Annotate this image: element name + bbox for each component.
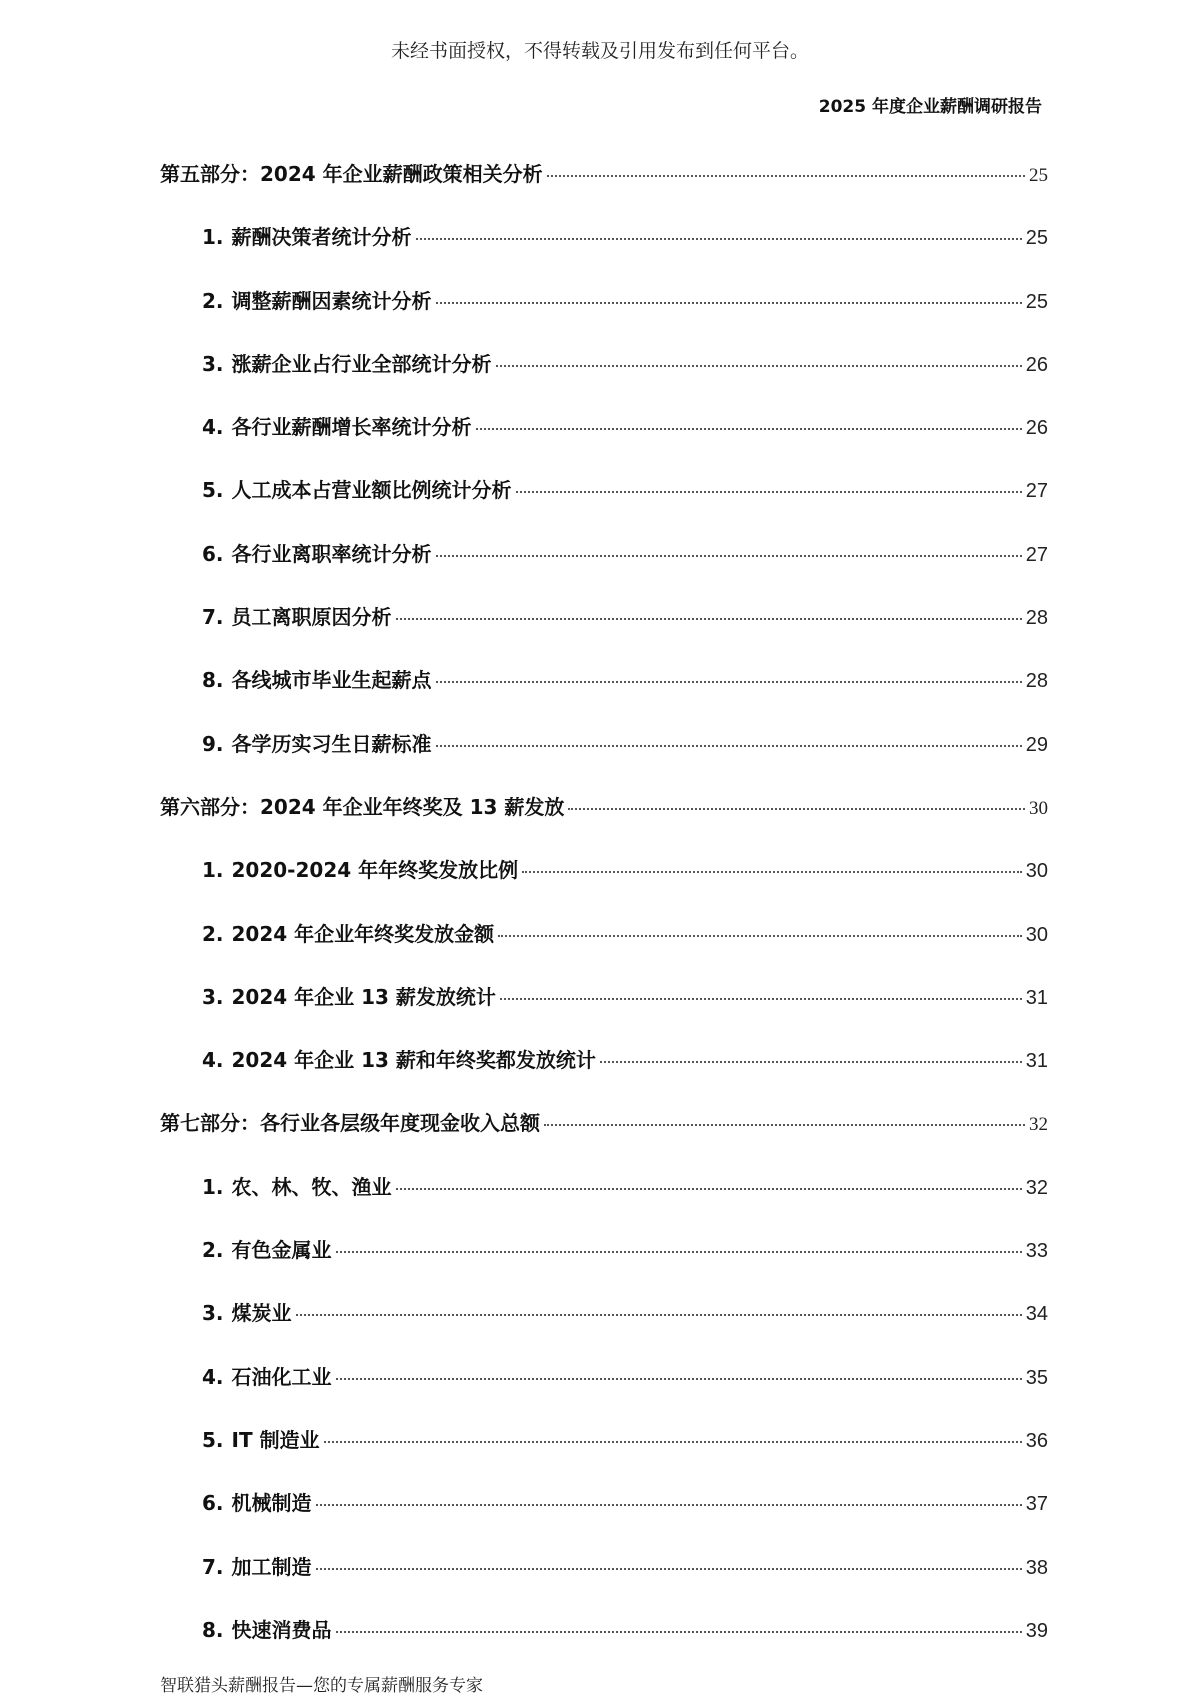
toc-dot-leader — [336, 1631, 1022, 1633]
toc-page-number: 34 — [1025, 1303, 1048, 1326]
toc-entry-title — [160, 158, 543, 187]
toc-item-entry[interactable] — [160, 918, 1048, 981]
toc-entry-title-text: 机械制造 — [231, 1491, 312, 1516]
toc-dot-leader — [522, 871, 1022, 873]
toc-entry-title — [160, 664, 432, 693]
toc-entry-title-text: 人工成本占营业额比例统计分析 — [231, 478, 512, 503]
toc-page-number: 26 — [1025, 417, 1048, 440]
toc-entry-number: 4. — [202, 1364, 224, 1389]
toc-item-entry[interactable] — [160, 1044, 1048, 1107]
table-of-contents — [160, 158, 1048, 1677]
toc-entry-number: 4. — [202, 1048, 224, 1073]
toc-page-number: 25 — [1025, 227, 1048, 250]
toc-dot-leader — [544, 1124, 1025, 1126]
toc-entry-title — [160, 285, 432, 314]
toc-item-entry[interactable] — [160, 1297, 1048, 1360]
toc-page-number: 37 — [1025, 1493, 1048, 1516]
page-footer: 智联猎头薪酬报告—您的专属薪酬服务专家 — [160, 1676, 483, 1696]
toc-dot-leader — [436, 681, 1022, 683]
toc-entry-title — [160, 1551, 312, 1580]
toc-page-number: 39 — [1025, 1619, 1048, 1642]
toc-entry-title-text: 各行业薪酬增长率统计分析 — [231, 415, 472, 440]
copyright-notice: 未经书面授权，不得转载及引用发布到任何平台。 — [390, 40, 809, 62]
toc-dot-leader — [436, 745, 1022, 747]
toc-entry-title-text: 快速消费品 — [231, 1617, 332, 1642]
toc-page-number: 30 — [1025, 860, 1048, 883]
toc-dot-leader — [498, 935, 1022, 937]
toc-entry-title-text: 农、林、牧、渔业 — [231, 1174, 392, 1199]
toc-dot-leader — [396, 618, 1022, 620]
toc-entry-title — [160, 1044, 596, 1073]
toc-item-entry[interactable] — [160, 1234, 1048, 1297]
toc-item-entry[interactable] — [160, 348, 1048, 411]
toc-item-entry[interactable] — [160, 981, 1048, 1044]
toc-entry-title — [160, 1107, 540, 1136]
toc-section-entry[interactable] — [160, 791, 1048, 854]
toc-entry-title-text: 各线城市毕业生起薪点 — [231, 668, 432, 693]
toc-entry-title-text: 第五部分：2024 年企业薪酬政策相关分析 — [160, 162, 543, 186]
toc-entry-title — [160, 1424, 320, 1453]
toc-entry-title-text: 薪酬决策者统计分析 — [231, 225, 412, 250]
toc-entry-title-text: 涨薪企业占行业全部统计分析 — [231, 351, 492, 376]
toc-entry-title — [160, 981, 496, 1010]
toc-item-entry[interactable] — [160, 1361, 1048, 1424]
toc-entry-title — [160, 1361, 332, 1390]
toc-dot-leader — [316, 1504, 1022, 1506]
toc-entry-title-text: 2024 年企业 13 薪发放统计 — [231, 984, 496, 1009]
toc-entry-number: 3. — [202, 1301, 224, 1326]
toc-item-entry[interactable] — [160, 601, 1048, 664]
toc-entry-number: 9. — [202, 731, 224, 756]
toc-entry-title — [160, 918, 494, 947]
toc-page-number: 32 — [1025, 1176, 1048, 1199]
toc-entry-number: 7. — [202, 605, 224, 630]
toc-dot-leader — [336, 1378, 1022, 1380]
toc-entry-number: 4. — [202, 415, 224, 440]
toc-entry-number: 6. — [202, 541, 224, 566]
toc-page-number: 25 — [1025, 290, 1048, 313]
toc-entry-title — [160, 1614, 332, 1643]
toc-page-number: 30 — [1025, 923, 1048, 946]
toc-page-number: 32 — [1029, 1114, 1048, 1136]
toc-dot-leader — [296, 1314, 1022, 1316]
toc-entry-number: 1. — [202, 858, 224, 883]
toc-entry-title-text: 员工离职原因分析 — [231, 605, 392, 630]
toc-entry-title — [160, 1297, 292, 1326]
toc-entry-number: 2. — [202, 1238, 224, 1263]
toc-entry-number: 5. — [202, 1427, 224, 1452]
toc-entry-title — [160, 221, 412, 250]
toc-dot-leader — [416, 238, 1022, 240]
toc-dot-leader — [547, 175, 1025, 177]
toc-page-number: 38 — [1025, 1556, 1048, 1579]
toc-page-number: 35 — [1025, 1366, 1048, 1389]
toc-dot-leader — [336, 1251, 1022, 1253]
toc-dot-leader — [324, 1441, 1022, 1443]
toc-item-entry[interactable] — [160, 854, 1048, 917]
toc-entry-title-text: 加工制造 — [231, 1554, 312, 1579]
toc-entry-number: 3. — [202, 984, 224, 1009]
toc-page-number: 27 — [1025, 480, 1048, 503]
toc-page-number: 31 — [1025, 1050, 1048, 1073]
toc-entry-title-text: 调整薪酬因素统计分析 — [231, 288, 432, 313]
toc-page-number: 36 — [1025, 1429, 1048, 1452]
toc-dot-leader — [436, 555, 1022, 557]
toc-item-entry[interactable] — [160, 285, 1048, 348]
toc-entry-number: 1. — [202, 225, 224, 250]
toc-dot-leader — [396, 1188, 1022, 1190]
toc-page-number: 26 — [1025, 353, 1048, 376]
toc-dot-leader — [568, 808, 1025, 810]
toc-section-entry[interactable] — [160, 158, 1048, 221]
report-title: 2025 年度企业薪酬调研报告 — [818, 97, 1042, 117]
toc-entry-number: 1. — [202, 1174, 224, 1199]
toc-entry-title-text: IT 制造业 — [231, 1427, 320, 1452]
toc-page-number: 28 — [1025, 670, 1048, 693]
toc-entry-number: 7. — [202, 1554, 224, 1579]
toc-section-entry[interactable] — [160, 1107, 1048, 1170]
toc-entry-number: 3. — [202, 351, 224, 376]
toc-page-number: 28 — [1025, 607, 1048, 630]
toc-entry-title-text: 2020-2024 年年终奖发放比例 — [231, 858, 519, 883]
toc-entry-title-text: 2024 年企业年终奖发放金额 — [231, 921, 495, 946]
toc-entry-title — [160, 411, 472, 440]
toc-item-entry[interactable] — [160, 1424, 1048, 1487]
toc-item-entry[interactable] — [160, 1614, 1048, 1677]
toc-entry-title — [160, 1171, 392, 1200]
toc-entry-title — [160, 791, 564, 820]
toc-dot-leader — [316, 1568, 1022, 1570]
toc-entry-number: 2. — [202, 921, 224, 946]
toc-entry-number: 8. — [202, 668, 224, 693]
toc-item-entry[interactable] — [160, 411, 1048, 474]
toc-item-entry[interactable] — [160, 664, 1048, 727]
toc-entry-title-text: 第六部分：2024 年企业年终奖及 13 薪发放 — [160, 794, 565, 819]
toc-item-entry[interactable] — [160, 728, 1048, 791]
toc-page-number: 31 — [1025, 986, 1048, 1009]
toc-page-number: 30 — [1029, 797, 1048, 819]
toc-entry-title-text: 煤炭业 — [231, 1301, 292, 1326]
toc-entry-title — [160, 348, 492, 377]
toc-entry-title-text: 第七部分：各行业各层级年度现金收入总额 — [160, 1111, 540, 1136]
toc-entry-title — [160, 854, 518, 883]
toc-entry-title-text: 2024 年企业 13 薪和年终奖都发放统计 — [231, 1048, 596, 1073]
toc-dot-leader — [500, 998, 1022, 1000]
toc-entry-title — [160, 728, 432, 757]
toc-entry-number: 2. — [202, 288, 224, 313]
toc-page-number: 33 — [1025, 1240, 1048, 1263]
toc-entry-title-text: 有色金属业 — [231, 1238, 332, 1263]
toc-entry-title-text: 各行业离职率统计分析 — [231, 541, 432, 566]
toc-dot-leader — [516, 491, 1022, 493]
toc-item-entry[interactable] — [160, 1551, 1048, 1614]
toc-entry-number: 6. — [202, 1491, 224, 1516]
toc-dot-leader — [496, 365, 1022, 367]
toc-entry-title — [160, 1234, 332, 1263]
toc-page-number: 25 — [1029, 165, 1048, 186]
toc-entry-title-text: 各学历实习生日薪标准 — [231, 731, 432, 756]
toc-item-entry[interactable] — [160, 474, 1048, 537]
toc-entry-number: 5. — [202, 478, 224, 503]
toc-entry-title — [160, 601, 392, 630]
toc-page-number: 27 — [1025, 543, 1048, 566]
toc-dot-leader — [600, 1061, 1022, 1063]
toc-entry-title-text: 石油化工业 — [231, 1364, 332, 1389]
toc-entry-title — [160, 474, 512, 503]
toc-dot-leader — [436, 302, 1022, 304]
toc-item-entry[interactable] — [160, 1487, 1048, 1550]
toc-dot-leader — [476, 428, 1022, 430]
toc-entry-number: 8. — [202, 1617, 224, 1642]
toc-page-number: 29 — [1025, 733, 1048, 756]
toc-item-entry[interactable] — [160, 1171, 1048, 1234]
toc-item-entry[interactable] — [160, 221, 1048, 284]
toc-item-entry[interactable] — [160, 538, 1048, 601]
toc-entry-title — [160, 538, 432, 567]
toc-entry-title — [160, 1487, 312, 1516]
